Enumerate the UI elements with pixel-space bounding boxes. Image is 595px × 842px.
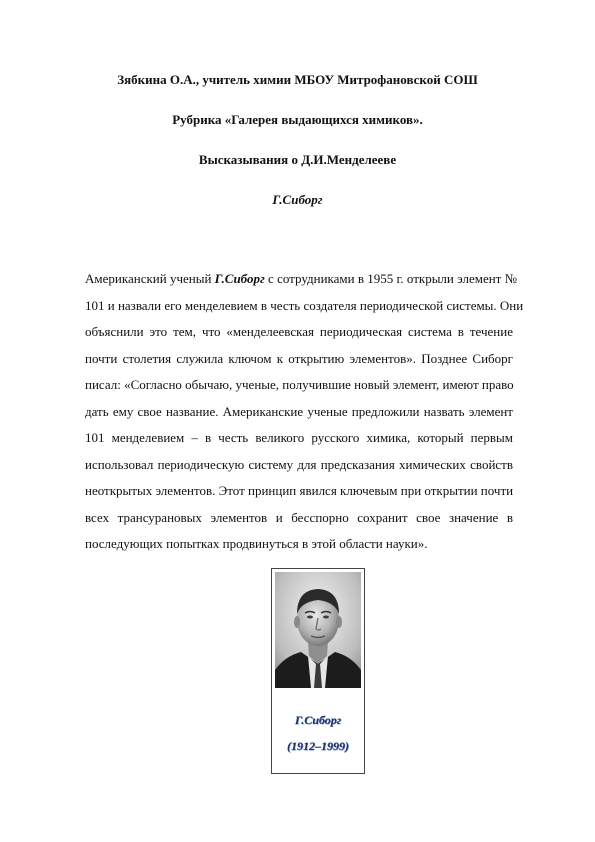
topic-line: Высказывания о Д.И.Менделееве — [198, 152, 397, 167]
portrait-caption-name: Г.Сиборг — [294, 713, 342, 727]
body-line: почти столетия служила ключом к открытию элементов». Позднее Сиборг — [85, 350, 513, 366]
portrait-photo — [275, 572, 361, 688]
author-line: Зябкина О.А., учитель химии МБОУ Митрофановской СОШ — [117, 72, 478, 87]
rubric-line: Рубрика «Галерея выдающихся химиков». — [172, 112, 423, 127]
body-line: 101 и назвали его менделевием в честь создателя периодической системы. Они — [85, 297, 524, 313]
body-line: дать ему свое название. Американские ученые предложили назвать элемент — [85, 403, 513, 419]
subject-line: Г.Сиборг — [272, 192, 323, 207]
portrait-caption-years: (1912–1999) — [287, 739, 349, 753]
scientist-name: Г.Сиборг — [214, 271, 265, 286]
body-line: писал: «Согласно обычаю, ученые, получившие новый элемент, имеют право — [85, 377, 514, 392]
body-line: Американский ученый Г.Сиборг с сотрудниками в 1955 г. открыли элемент № — [85, 271, 518, 286]
body-line: 101 менделевием – в честь великого русского химика, который первым — [85, 430, 513, 445]
body-line: использовал периодическую систему для предсказания химических свойств — [85, 456, 513, 472]
body-line: последующих попытках продвинуться в этой области науки». — [85, 536, 428, 551]
body-line: всех трансурановых элементов и бесспорно сохранит свое значение в — [85, 509, 513, 525]
body-paragraph — [85, 266, 524, 558]
body-line: неоткрытых элементов. Этот принцип явился ключевым при открытии почти — [85, 483, 514, 498]
body-line: объяснили это тем, что «менделеевская периодическая система в течение — [85, 324, 513, 339]
